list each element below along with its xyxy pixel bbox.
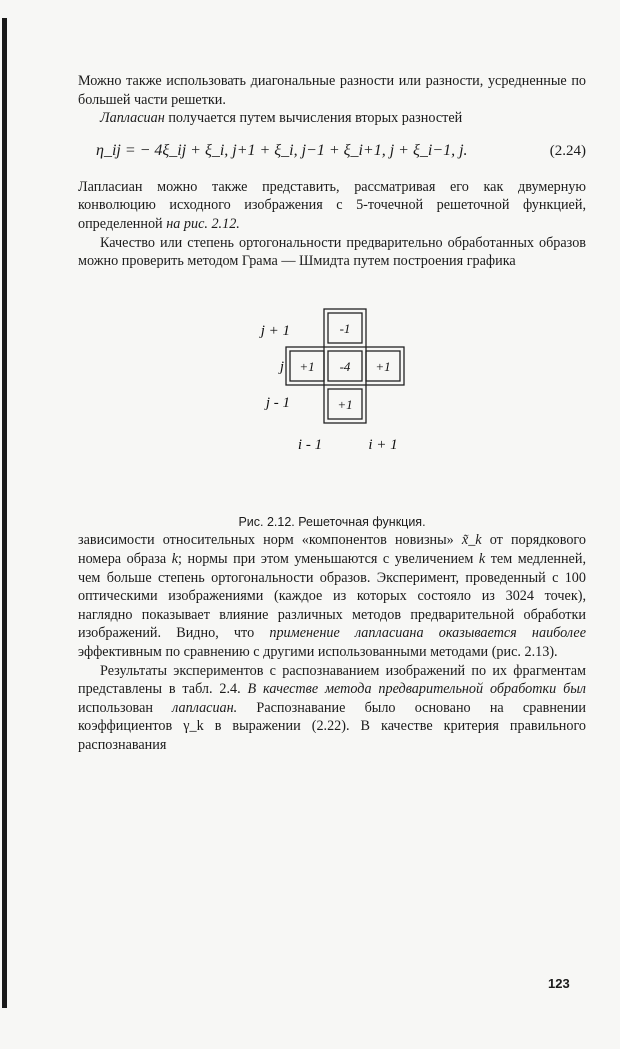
figure-lattice-function (78, 271, 586, 513)
paragraph-laplacian-intro-text: получается путем вычисления вторых разностей (164, 110, 463, 127)
paragraph-results (78, 662, 586, 755)
col-label-i-minus-1: i - 1 (297, 436, 323, 453)
row-label-j-minus-1: j - 1 (265, 394, 290, 411)
p5-text-a: зависимости относительных норм «компонентов новизны» (78, 532, 462, 549)
col-label-i-plus-1: i + 1 (368, 436, 398, 453)
p5-text-b: от порядкового номера образа (78, 532, 586, 567)
formula-expression: η_ij = − 4ξ_ij + ξ_i, j+1 + ξ_i, j−1 + ξ_i+1, j + ξ_i−1, j. (96, 141, 468, 159)
cell-bottom: +1 (337, 396, 353, 412)
p5-text-c: ; нормы при этом уменьшаются с увеличением (178, 550, 479, 567)
page-body (78, 72, 586, 754)
p6-text-c: Распознавание было основано на сравнении коэффициентов γ_k в выражении (2.22). В качестве критерия правильного распознавания (78, 699, 586, 753)
row-label-j-plus-1: j + 1 (260, 322, 290, 339)
paragraph-convolution (78, 178, 586, 234)
cell-center: -4 (339, 358, 351, 374)
cell-top: -1 (339, 320, 351, 336)
row-label-j: j (279, 358, 284, 375)
cell-right: +1 (375, 358, 391, 374)
formula-2-24 (78, 134, 586, 174)
p6-text-b: использован (78, 699, 173, 716)
paragraph-gram-schmidt: Качество или степень ортогональности предварительно обработанных образов можно проверить методом Грама — Шмидта путем построения графика (78, 234, 586, 270)
page-number: 123 (548, 976, 570, 991)
symbol-x-tilde-k: x̃_k (461, 532, 482, 549)
paragraph-diagonal-differences: Можно также использовать диагональные разности или разности, усредненные по большей части решетки. (78, 73, 586, 108)
p6-term-laplacian: лапласиан. (172, 699, 238, 716)
p5-emphasis: применение лапласиана оказывается наиболее (269, 625, 586, 642)
p5-text-d: тем медленней, чем больше степень ортогональности образов. Эксперимент, проведенный с 100 оптическими изображениями (каждое из которых состояло из 3024 точек), наглядно показывает влияние различных методов предварительной обработки изображений. Видно, что (78, 550, 586, 642)
paragraph-laplacian-intro (78, 109, 586, 128)
term-laplacian: Лапласиан (100, 110, 165, 127)
book-binding-edge (2, 18, 7, 1008)
symbol-k-2: k (478, 550, 486, 567)
p6-emphasis: В качестве метода предварительной обработки был (247, 681, 586, 698)
p5-text-e: эффективным по сравнению с другими использованными методами (рис. 2.13). (78, 643, 558, 660)
lattice-diagram (78, 271, 586, 513)
paragraph-experiment (78, 531, 586, 661)
figure-reference: на рис. 2.12. (166, 215, 240, 232)
symbol-k: k (171, 550, 179, 567)
figure-caption: Рис. 2.12. Решеточная функция. (238, 514, 426, 529)
formula-number: (2.24) (549, 142, 586, 159)
paragraph-convolution-text: Лапласиан можно также представить, рассматривая его как двумерную конволюцию исходного изображения с 5-точечной решеточной функцией, определенной (78, 178, 586, 232)
cell-left: +1 (299, 358, 315, 374)
p6-text-a: Результаты экспериментов с распознаванием изображений по их фрагментам представлены в табл. 2.4. (78, 662, 586, 698)
